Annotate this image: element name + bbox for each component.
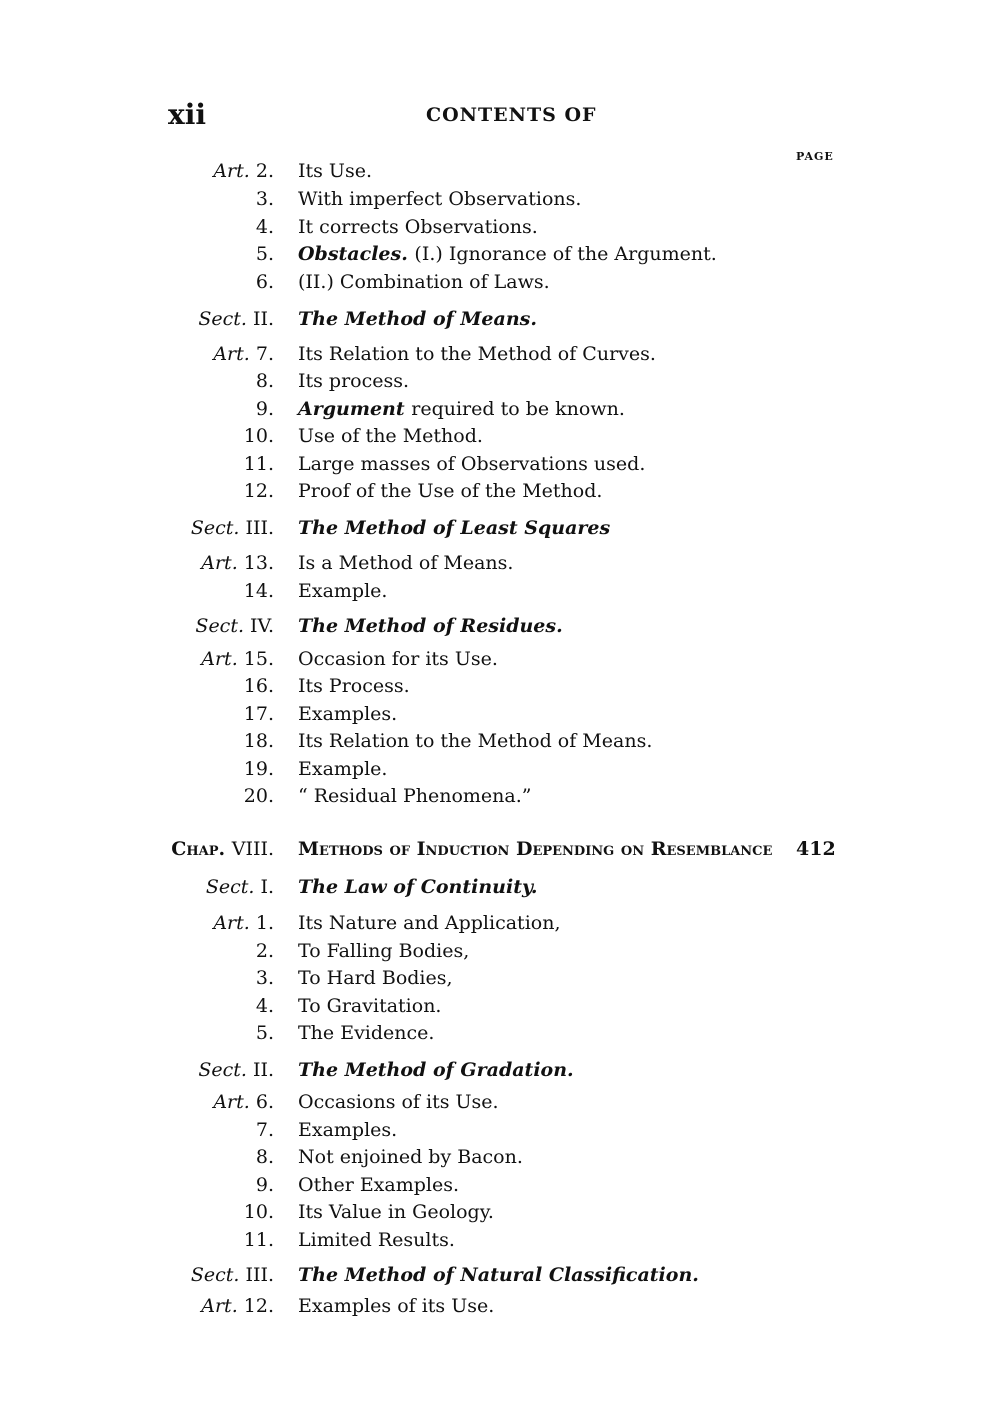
entry-text: Examples. — [298, 1119, 398, 1141]
entry-number: 3. — [255, 967, 274, 989]
entry-label — [256, 967, 274, 989]
entry-label — [256, 216, 274, 238]
entry-prefix: Chap. — [171, 838, 232, 860]
entry-text: It corrects Observations. — [298, 216, 538, 238]
entry-number: 9. — [255, 1174, 274, 1196]
entry-number: 2. — [255, 160, 274, 182]
entry-label — [256, 243, 274, 265]
article-entry — [0, 1091, 1000, 1119]
article-entry — [0, 730, 1000, 758]
entry-prefix: Art. — [213, 912, 256, 934]
entry-text: Occasion for its Use. — [298, 648, 498, 670]
article-entry — [0, 675, 1000, 703]
page-column-label: PAGE — [796, 150, 834, 163]
entry-number: 4. — [255, 995, 274, 1017]
entry-number: 19. — [243, 758, 274, 780]
entry-label — [191, 1264, 274, 1286]
entry-text: Examples. — [298, 703, 398, 725]
entry-number: I. — [260, 876, 274, 898]
article-entry — [0, 758, 1000, 786]
entry-number: 6. — [255, 271, 274, 293]
article-entry — [0, 453, 1000, 481]
entry-text: The Method of Means. — [298, 308, 537, 330]
entry-text: The Method of Gradation. — [298, 1059, 574, 1081]
entry-label — [198, 308, 274, 330]
entry-text: Occasions of its Use. — [298, 1091, 499, 1113]
entry-emphasis: Obstacles. — [298, 243, 415, 265]
entry-number: 9. — [255, 398, 274, 420]
article-entry — [0, 995, 1000, 1023]
article-entry — [0, 1119, 1000, 1147]
section-entry — [0, 876, 1000, 904]
entry-number: 2. — [255, 940, 274, 962]
article-entry — [0, 967, 1000, 995]
entry-label — [256, 370, 274, 392]
entry-number: 1. — [255, 912, 274, 934]
article-entry — [0, 425, 1000, 453]
entry-number: 8. — [255, 370, 274, 392]
entry-number: 6. — [255, 1091, 274, 1113]
entry-text: Its Use. — [298, 160, 372, 182]
entry-text: Its process. — [298, 370, 410, 392]
entry-prefix: Art. — [213, 1091, 256, 1113]
entry-label — [256, 1146, 274, 1168]
entry-label — [256, 398, 274, 420]
article-entry — [0, 343, 1000, 371]
entry-text: Its Relation to the Method of Curves. — [298, 343, 656, 365]
entry-label — [256, 995, 274, 1017]
entry-label — [244, 480, 274, 502]
entry-label — [256, 940, 274, 962]
article-entry — [0, 216, 1000, 244]
entry-text: Not enjoined by Bacon. — [298, 1146, 523, 1168]
entry-number: III. — [245, 517, 274, 539]
entry-label — [206, 876, 274, 898]
entry-label — [244, 425, 274, 447]
entry-emphasis: Argument — [298, 398, 412, 420]
entry-text: Its Value in Geology. — [298, 1201, 494, 1223]
entry-text: The Method of Residues. — [298, 615, 563, 637]
entry-text: Large masses of Observations used. — [298, 453, 646, 475]
entry-prefix: Sect. — [190, 1264, 246, 1286]
entry-number: 18. — [243, 730, 274, 752]
article-entry — [0, 552, 1000, 580]
entry-number: 14. — [243, 580, 274, 602]
entry-number: II. — [252, 308, 274, 330]
entry-text: The Method of Natural Classification. — [298, 1264, 699, 1286]
entry-text: Its Nature and Application, — [298, 912, 561, 934]
entry-number: II. — [252, 1059, 274, 1081]
entry-label — [195, 615, 274, 637]
entry-label — [244, 453, 274, 475]
article-entry — [0, 940, 1000, 968]
article-entry — [0, 1146, 1000, 1174]
entry-text: Limited Results. — [298, 1229, 455, 1251]
entry-text: Examples of its Use. — [298, 1295, 495, 1317]
entry-number: 20. — [243, 785, 274, 807]
entry-label — [201, 648, 274, 670]
article-entry — [0, 1295, 1000, 1323]
entry-text: Methods of Induction Depending on Resemblance — [298, 838, 773, 860]
entry-number: 8. — [255, 1146, 274, 1168]
article-entry — [0, 243, 1000, 271]
article-entry — [0, 1201, 1000, 1229]
entry-label — [256, 1174, 274, 1196]
entry-prefix: Art. — [201, 552, 244, 574]
entry-number: IV. — [250, 615, 274, 637]
article-entry — [0, 188, 1000, 216]
entry-text: Obstacles. (I.) Ignorance of the Argument. — [298, 243, 717, 265]
entry-text: To Gravitation. — [298, 995, 442, 1017]
entry-prefix: Art. — [213, 160, 256, 182]
entry-number: 7. — [255, 1119, 274, 1141]
entry-text: The Evidence. — [298, 1022, 435, 1044]
article-entry — [0, 580, 1000, 608]
entry-text: Its Relation to the Method of Means. — [298, 730, 653, 752]
entry-number: 16. — [243, 675, 274, 697]
page-number: xii — [168, 98, 206, 131]
chapter-entry — [0, 838, 1000, 866]
entry-label — [171, 838, 274, 860]
entry-number: 4. — [255, 216, 274, 238]
entry-label — [244, 730, 274, 752]
article-entry — [0, 1229, 1000, 1257]
section-entry — [0, 1264, 1000, 1292]
entry-label — [213, 160, 274, 182]
entry-text: (II.) Combination of Laws. — [298, 271, 550, 293]
article-entry — [0, 271, 1000, 299]
article-entry — [0, 160, 1000, 188]
entry-label — [244, 675, 274, 697]
entry-text: With imperfect Observations. — [298, 188, 582, 210]
entry-number: 5. — [255, 1022, 274, 1044]
entry-prefix: Art. — [201, 648, 244, 670]
section-entry — [0, 1059, 1000, 1087]
entry-label — [198, 1059, 274, 1081]
entry-label — [244, 580, 274, 602]
entry-text: To Hard Bodies, — [298, 967, 453, 989]
entry-label — [201, 1295, 274, 1317]
article-entry — [0, 1174, 1000, 1202]
entry-label — [213, 1091, 274, 1113]
entry-text: To Falling Bodies, — [298, 940, 470, 962]
entry-label — [244, 1229, 274, 1251]
entry-number: 7. — [255, 343, 274, 365]
entry-label — [256, 1119, 274, 1141]
entry-text: Example. — [298, 758, 388, 780]
entry-text: The Method of Least Squares — [298, 517, 611, 539]
entry-prefix: Sect. — [198, 308, 253, 330]
entry-label — [256, 188, 274, 210]
entry-label — [244, 785, 274, 807]
entry-label — [213, 912, 274, 934]
entry-prefix: Sect. — [190, 517, 246, 539]
entry-number: 12. — [243, 1295, 274, 1317]
entry-text: Argument required to be known. — [298, 398, 625, 420]
entry-number: 10. — [243, 1201, 274, 1223]
entry-label — [244, 703, 274, 725]
entry-label — [191, 517, 274, 539]
entry-number: 15. — [243, 648, 274, 670]
entry-number: 11. — [243, 453, 274, 475]
entry-number: 13. — [243, 552, 274, 574]
entry-number: VIII. — [231, 838, 274, 860]
entry-label — [256, 271, 274, 293]
entry-text: Other Examples. — [298, 1174, 460, 1196]
entry-text: Proof of the Use of the Method. — [298, 480, 603, 502]
article-entry — [0, 370, 1000, 398]
entry-prefix: Art. — [201, 1295, 244, 1317]
entry-number: 17. — [243, 703, 274, 725]
entry-label — [256, 1022, 274, 1044]
article-entry — [0, 480, 1000, 508]
entry-number: 3. — [255, 188, 274, 210]
running-title: CONTENTS OF — [426, 104, 597, 126]
entry-prefix: Sect. — [198, 1059, 253, 1081]
section-entry — [0, 308, 1000, 336]
entry-text: “ Residual Phenomena.” — [298, 785, 532, 807]
entry-label — [213, 343, 274, 365]
entry-number: 5. — [255, 243, 274, 265]
entry-text: Is a Method of Means. — [298, 552, 514, 574]
section-entry — [0, 517, 1000, 545]
entry-prefix: Art. — [213, 343, 256, 365]
article-entry — [0, 912, 1000, 940]
article-entry — [0, 1022, 1000, 1050]
section-entry — [0, 615, 1000, 643]
article-entry — [0, 648, 1000, 676]
entry-number: 12. — [243, 480, 274, 502]
entry-label — [244, 758, 274, 780]
entry-number: 10. — [243, 425, 274, 447]
entry-page-number: 412 — [796, 838, 836, 860]
entry-prefix: Sect. — [205, 876, 261, 898]
entry-text: Use of the Method. — [298, 425, 483, 447]
entry-number: 11. — [243, 1229, 274, 1251]
entry-text: Example. — [298, 580, 388, 602]
article-entry — [0, 785, 1000, 813]
article-entry — [0, 703, 1000, 731]
entry-label — [244, 1201, 274, 1223]
entry-prefix: Sect. — [195, 615, 251, 637]
entry-text: Its Process. — [298, 675, 410, 697]
article-entry — [0, 398, 1000, 426]
entry-number: III. — [245, 1264, 274, 1286]
entry-text: The Law of Continuity. — [298, 876, 538, 898]
entry-label — [201, 552, 274, 574]
